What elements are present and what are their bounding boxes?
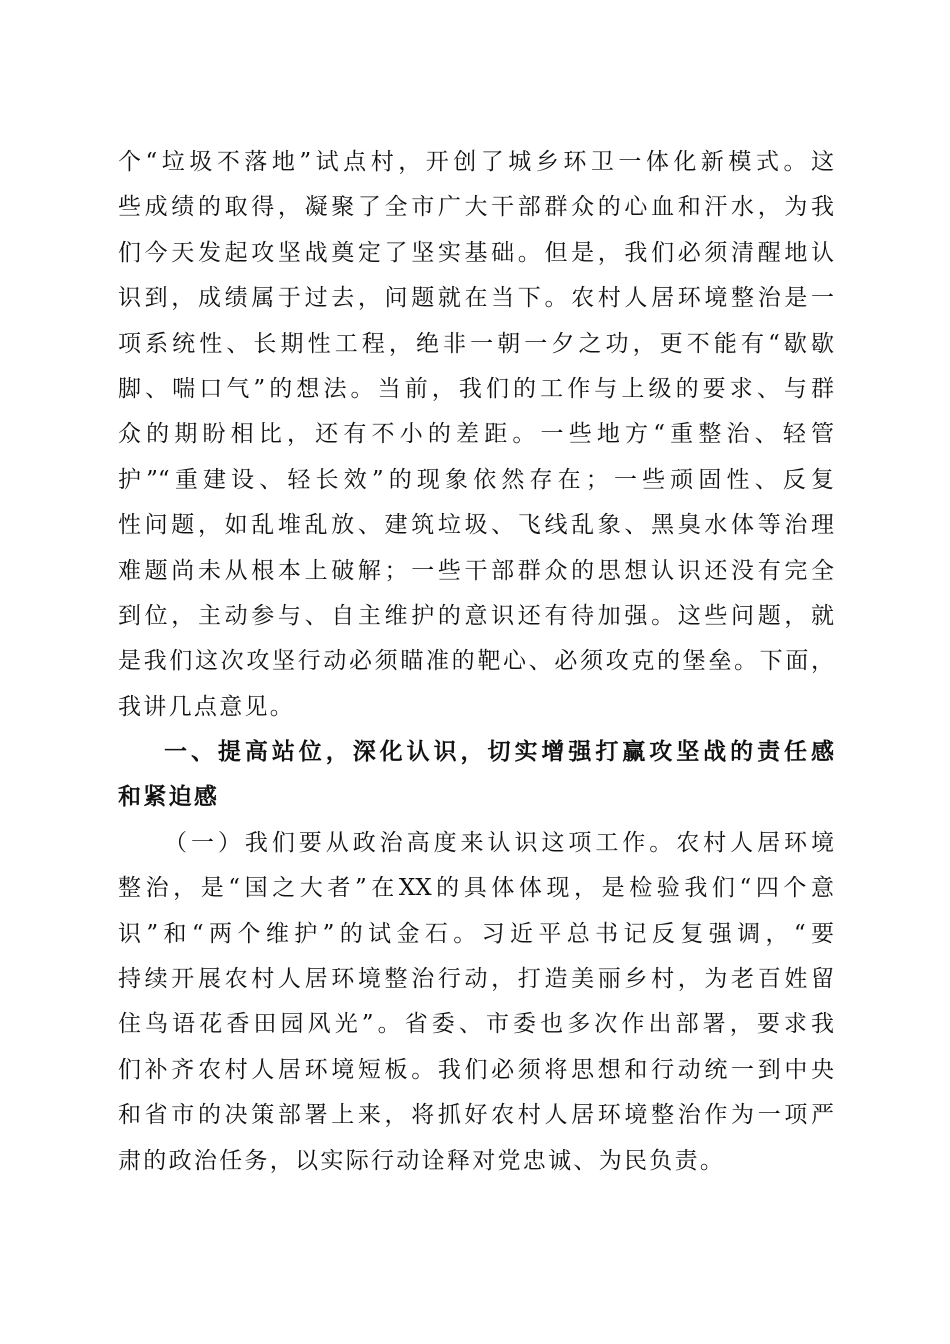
text-line: 们今天发起攻坚战奠定了坚实基础。但是，我们必须清醒地认 <box>118 239 834 266</box>
text-line: 整治，是“国之大者”在XX的具体体现，是检验我们“四个意 <box>118 875 834 902</box>
text-line: 到位，主动参与、自主维护的意识还有待加强。这些问题，就 <box>118 602 834 629</box>
text-line: 住鸟语花香田园风光”。省委、市委也多次作出部署，要求我 <box>118 1011 834 1038</box>
text-line: 是我们这次攻坚行动必须瞄准的靶心、必须攻克的堡垒。下面， <box>118 648 834 675</box>
section-heading <box>118 730 834 821</box>
text-line: 性问题，如乱堆乱放、建筑垃圾、飞线乱象、黑臭水体等治理 <box>118 512 834 539</box>
text-line: 持续开展农村人居环境整治行动，打造美丽乡村，为老百姓留 <box>118 966 834 993</box>
text-line: （一）我们要从政治高度来认识这项工作。农村人居环境 <box>164 829 834 856</box>
text-line: 脚、喘口气”的想法。当前，我们的工作与上级的要求、与群 <box>118 375 834 402</box>
text-line: 识到，成绩属于过去，问题就在当下。农村人居环境整治是一 <box>118 285 834 312</box>
text-line: 难题尚未从根本上破解；一些干部群众的思想认识还没有完全 <box>118 557 834 584</box>
text-line: 我讲几点意见。 <box>118 693 296 720</box>
heading-line: 和紧迫感 <box>118 784 220 811</box>
text-line: 和省市的决策部署上来，将抓好农村人居环境整治作为一项严 <box>118 1102 834 1129</box>
heading-line: 一、提高站位，深化认识，切实增强打赢攻坚战的责任感 <box>164 739 834 766</box>
paragraph-2 <box>118 821 834 1184</box>
text-line: 个“垃圾不落地”试点村，开创了城乡环卫一体化新模式。这 <box>118 149 834 175</box>
paragraph-1 <box>118 140 834 730</box>
text-line: 项系统性、长期性工程，绝非一朝一夕之功，更不能有“歇歇 <box>118 330 834 357</box>
text-line: 们补齐农村人居环境短板。我们必须将思想和行动统一到中央 <box>118 1056 834 1083</box>
text-line: 些成绩的取得，凝聚了全市广大干部群众的心血和汗水，为我 <box>118 194 834 221</box>
text-line: 众的期盼相比，还有不小的差距。一些地方“重整治、轻管 <box>118 421 834 448</box>
text-line: 护”“重建设、轻长效”的现象依然存在；一些顽固性、反复 <box>118 466 834 493</box>
text-line: 肃的政治任务，以实际行动诠释对党忠诚、为民负责。 <box>118 1147 726 1174</box>
text-line: 识”和“两个维护”的试金石。习近平总书记反复强调，“要 <box>118 920 834 947</box>
document-page <box>118 140 834 1184</box>
